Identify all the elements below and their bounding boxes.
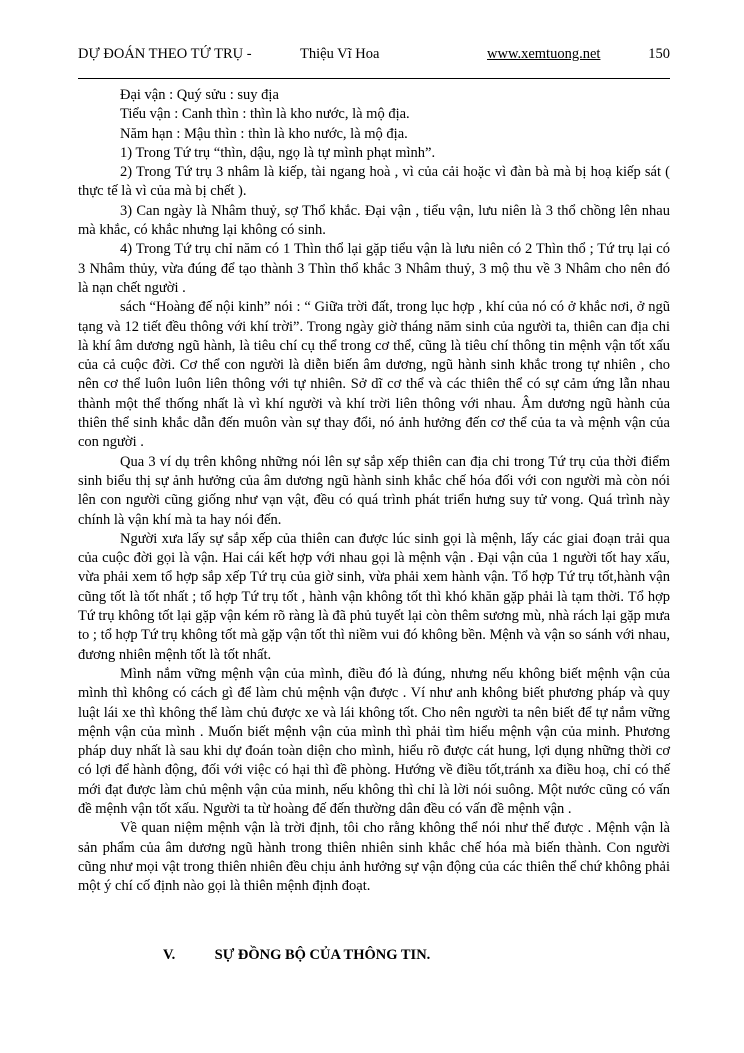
paragraph: 1) Trong Tứ trụ “thìn, dậu, ngọ là tự mình phạt mình”. (120, 144, 436, 161)
header-website-link[interactable]: www.xemtuong.net (487, 46, 601, 62)
header-author: Thiệu Vĩ Hoa (300, 46, 380, 62)
header-divider (78, 78, 670, 79)
paragraph: sách “Hoàng đế nội kinh” nói : “ Giữa trời đất, trong lục hợp , khí của nó có ở khắc nơi, ở ngũ tạng và 12 tiết đều thông với khí trời”. Trong ngày giờ tháng năm sinh của người ta, thiên can địa chi là khí âm dương ngũ hành, là tiêu chí cụ thể trong cơ thể, cũng là tiêu chí thông tin mệnh vận tốt xấu của cả cuộc đời. Cơ thể con người là diễn biến âm dương, ngũ hành sinh khắc trong tự nhiên , cho nên cơ thể luôn luôn liên thông với tự nhiên. Sở dĩ cơ thể và các thiên thể có sự cảm ứng lẫn nhau thành một thể thống nhất là vì khí người và khí trời liên thông với nhau. Âm dương ngũ hành của thiên thể sinh khắc dẫn đến muôn vàn sự thay đổi, nó ảnh hưởng đến cơ thể của ta và mệnh vận của con người . (78, 299, 670, 451)
section-title: SỰ ĐỒNG BỘ CỦA THÔNG TIN. (214, 947, 431, 963)
section-number: V. (163, 947, 176, 963)
document-body (78, 86, 670, 896)
paragraph: 4) Trong Tứ trụ chỉ năm có 1 Thìn thổ lại gặp tiểu vận là lưu niên có 2 Thìn thổ ; Tứ trụ lại có 3 Nhâm thủy, vừa đúng để tạo thành 3 Thìn thổ khắc 3 Nhâm thuỷ, 3 mộ thu về 3 Nhâm cho nên đó là nạn chết người . (78, 241, 670, 296)
paragraph: 3) Can ngày là Nhâm thuỷ, sợ Thổ khắc. Đại vận , tiểu vận, lưu niên là 3 thổ chồng lên nhau mà khắc, có khắc nhưng lại không có sinh. (78, 202, 670, 239)
paragraph: Đại vận : Quý sửu : suy địa (120, 87, 279, 103)
paragraph: Qua 3 ví dụ trên không những nói lên sự sắp xếp thiên can địa chi trong Tứ trụ của thời điểm sinh biểu thị sự ảnh hưởng của âm dương ngũ hành sinh khắc chế hóa đối với con người mà còn nói lên con người cũng giống như vạn vật, đều có quá trình phát triển hưng suy tử vong. Quá trình này chính là vận khí mà ta hay nói đến. (78, 453, 670, 528)
paragraph: Về quan niệm mệnh vận là trời định, tôi cho rằng không thể nói như thế được . Mệnh vận là sản phẩm của âm dương ngũ hành trong thiên nhiên sinh khắc chế hóa mà biến thành. Con người cũng như mọi vật trong thiên nhiên đều chịu ảnh hưởng sự vận động của các thiên thể chứ không phải một ý chí cố định nào gọi là thiên mệnh định đoạt. (78, 820, 670, 895)
paragraph: Người xưa lấy sự sắp xếp của thiên can được lúc sinh gọi là mệnh, lấy các giai đoạn trải qua của cuộc đời gọi là vận. Hai cái kết hợp với nhau gọi là mệnh vận . Đại vận của 1 người tốt hay xấu, vừa phải xem tổ hợp sắp xếp Tứ trụ của giờ sinh, vừa phải xem hành vận. Tổ hợp Tứ trụ tốt,hành vận cũng tốt là tốt nhất ; tổ hợp Tứ trụ tốt , hành vận không tốt thì khó khăn gặp phải là tạm thời. Tổ hợp Tứ trụ không tốt lại gặp vận kém rõ ràng là đã phủ tuyết lại còn thêm sương mù, nhà rách lại gặp mưa to ; tổ hợp Tứ trụ không tốt mà gặp vận tốt thì niềm vui đó không bền. Mệnh và vận so sánh với nhau, đương nhiên mệnh tốt là tốt nhất. (78, 530, 670, 663)
paragraph: Mình nắm vững mệnh vận của mình, điều đó là đúng, nhưng nếu không biết mệnh vận của mình thì không có cách gì để làm chủ mệnh vận được . Ví như anh không biết phương pháp và quy luật lái xe thì không thể làm chủ được xe và lái không tốt. Cho nên người ta nên biết để tự nắm vững mệnh vận của mình . Muốn biết mệnh vận của mình thì phải tìm hiểu mệnh vận của minh. Phương pháp duy nhất là sau khi dự đoán toàn diện cho mình, hiểu rõ được cát hung, lợi dụng những thời cơ có lợi để hành động, đối với việc có hại thì đề phòng. Hướng về điều tốt,tránh xa điều hoạ, chỉ có thế mới đạt được làm chủ mệnh vận của minh, nếu không thì chỉ là lời nói suông. Một nước cũng có vấn đề mệnh vận tốt xấu. Người ta từ hoàng đế đến thường dân đều có vấn đề mệnh vận . (78, 665, 670, 817)
section-heading (163, 947, 663, 964)
page-number: 150 (648, 46, 670, 62)
paragraph: Tiểu vận : Canh thìn : thìn là kho nước, là mộ địa. (120, 106, 410, 123)
paragraph: 2) Trong Tứ trụ 3 nhâm là kiếp, tài ngang hoà , vì của cải hoặc vì đàn bà mà bị hoạ kiếp sát ( thực tế là vì của mà bị chết ). (78, 164, 670, 200)
page-header (78, 46, 670, 68)
header-book-title: DỰ ĐOÁN THEO TỨ TRỤ - (78, 46, 252, 62)
paragraph: Năm hạn : Mậu thìn : thìn là kho nước, là mộ địa. (120, 125, 408, 142)
